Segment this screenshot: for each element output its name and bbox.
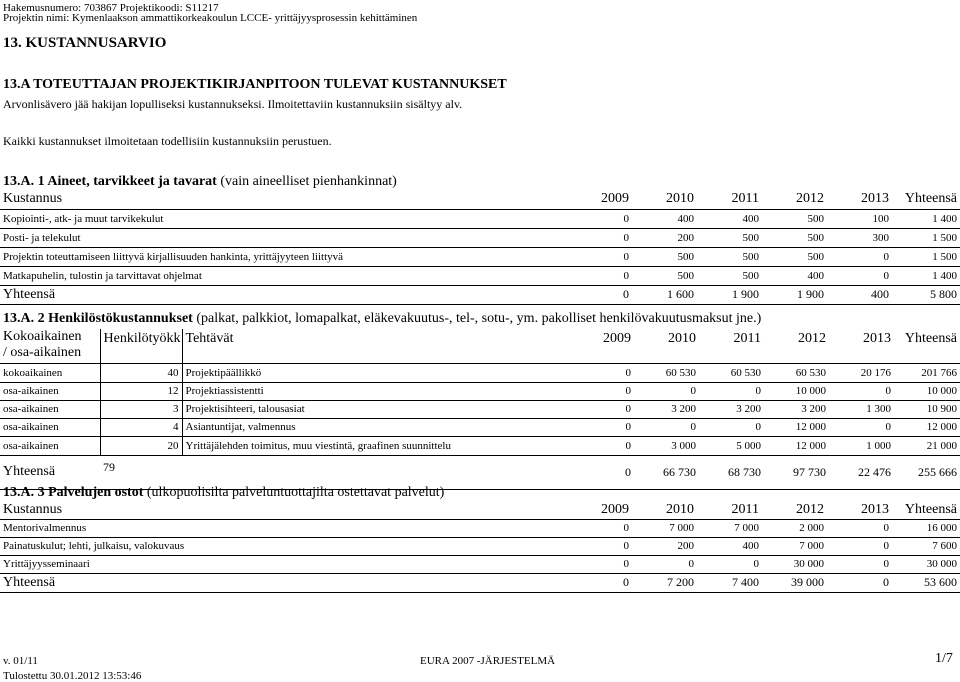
- section2-title: [3, 311, 761, 327]
- section-title: 13.A TOTEUTTAJAN PROJEKTIKIRJANPITOON TULEVAT KUSTANNUKSET: [3, 77, 507, 92]
- col-header: 2009: [567, 190, 632, 209]
- cell: 0: [699, 418, 764, 436]
- cell: 500: [697, 247, 762, 266]
- cell: 0: [829, 382, 894, 400]
- header-line-2: Projektin nimi: Kymenlaakson ammattikorkeakoulun LCCE- yrittäjyysprosessin kehittäminen: [3, 12, 418, 24]
- cell: Painatuskulut; lehti, julkaisu, valokuvaus: [0, 537, 567, 555]
- cell: 30 000: [762, 555, 827, 573]
- table-row: [0, 363, 960, 382]
- col-header: 2013: [827, 190, 892, 209]
- cell: 16 000: [892, 519, 960, 537]
- cell: 3 200: [634, 400, 699, 418]
- table-row: [0, 537, 960, 555]
- total-cell: 7 200: [632, 573, 697, 592]
- cell: 10 000: [894, 382, 960, 400]
- cell: 3 000: [634, 436, 699, 455]
- cell: 0: [827, 555, 892, 573]
- section2-title-bold: 13.A. 2 Henkilöstökustannukset: [3, 311, 193, 326]
- cell: 500: [632, 266, 697, 285]
- cell: osa-aikainen: [0, 382, 100, 400]
- cell: Yrittäjälehden toimitus, muu viestintä, graafinen suunnittelu: [182, 436, 569, 455]
- cell: 500: [697, 228, 762, 247]
- cell: 0: [699, 382, 764, 400]
- cell: Projektipäällikkö: [182, 363, 569, 382]
- cell: Kopiointi-, atk- ja muut tarvikekulut: [0, 209, 567, 228]
- cell: Mentorivalmennus: [0, 519, 567, 537]
- table-row: [0, 382, 960, 400]
- col-header: Henkilötyökk: [100, 329, 182, 363]
- col-header: 2010: [634, 329, 699, 363]
- table-header-row: [0, 190, 960, 209]
- cell: 12: [100, 382, 182, 400]
- cell: Asiantuntijat, valmennus: [182, 418, 569, 436]
- cell: 10 900: [894, 400, 960, 418]
- cell: 21 000: [894, 436, 960, 455]
- col-header: Kustannus: [0, 501, 567, 519]
- cell: 200: [632, 228, 697, 247]
- col-header: Tehtävät: [182, 329, 569, 363]
- total-label: Yhteensä: [0, 573, 567, 592]
- cell: 0: [634, 418, 699, 436]
- cell: 0: [634, 382, 699, 400]
- cell: 100: [827, 209, 892, 228]
- cell: 0: [569, 418, 634, 436]
- cell: 0: [829, 418, 894, 436]
- total-cell: [182, 455, 569, 489]
- col-header-line: / osa-aikainen: [3, 345, 82, 360]
- col-header: 2011: [697, 501, 762, 519]
- cell: Projektin toteuttamiseen liittyvä kirjallisuuden hankinta, yrittäjyyteen liittyvä: [0, 247, 567, 266]
- col-header: 2009: [569, 329, 634, 363]
- footer-system: EURA 2007 -JÄRJESTELMÄ: [420, 655, 556, 667]
- cell: 201 766: [894, 363, 960, 382]
- cell: 20 176: [829, 363, 894, 382]
- total-label: Yhteensä: [0, 285, 567, 304]
- col-header-line: Kokoaikainen: [3, 329, 82, 344]
- cell: 3 200: [699, 400, 764, 418]
- total-row: [0, 573, 960, 592]
- total-label: Yhteensä: [0, 455, 100, 489]
- table-row: [0, 228, 960, 247]
- total-cell: 53 600: [892, 573, 960, 592]
- cell: 7 600: [892, 537, 960, 555]
- total-cell: 0: [567, 285, 632, 304]
- vat-note: Arvonlisävero jää hakijan lopulliseksi kustannukseksi. Ilmoitettaviin kustannuksiin sisältyy alv.: [3, 97, 463, 111]
- cell: 3 200: [764, 400, 829, 418]
- cell: osa-aikainen: [0, 418, 100, 436]
- cell: 0: [827, 537, 892, 555]
- total-cell: 5 800: [892, 285, 960, 304]
- cell: Projektisihteeri, talousasiat: [182, 400, 569, 418]
- cell: Projektiassistentti: [182, 382, 569, 400]
- col-header: 2010: [632, 501, 697, 519]
- personnel-table: [0, 329, 960, 490]
- cell: 1 400: [892, 209, 960, 228]
- cell: 400: [697, 209, 762, 228]
- table-header-row: [0, 501, 960, 519]
- cell: 0: [567, 228, 632, 247]
- total-row: [0, 285, 960, 304]
- table-row: [0, 519, 960, 537]
- table-row: [0, 400, 960, 418]
- cell: 0: [827, 519, 892, 537]
- cell: 10 000: [764, 382, 829, 400]
- cell: 7 000: [697, 519, 762, 537]
- section3-title-rest: (ulkopuolisilta palveluntuottajilta ostettavat palvelut): [143, 485, 445, 500]
- cell: 1 500: [892, 228, 960, 247]
- cell: 20: [100, 436, 182, 455]
- cell: 0: [567, 555, 632, 573]
- col-header: Kustannus: [0, 190, 567, 209]
- total-cell: 79: [100, 455, 182, 489]
- col-header: 2013: [829, 329, 894, 363]
- table-row: [0, 418, 960, 436]
- col-header: Yhteensä: [892, 501, 960, 519]
- cell: 0: [632, 555, 697, 573]
- col-header: 2012: [762, 501, 827, 519]
- table-header-row: [0, 329, 960, 363]
- cell: 500: [697, 266, 762, 285]
- cell: 1 500: [892, 247, 960, 266]
- cell: 400: [762, 266, 827, 285]
- total-cell: 0: [567, 573, 632, 592]
- section3-title-bold: 13.A. 3 Palvelujen ostot: [3, 485, 144, 500]
- cell: Matkapuhelin, tulostin ja tarvittavat ohjelmat: [0, 266, 567, 285]
- col-header: 2011: [697, 190, 762, 209]
- cell: 5 000: [699, 436, 764, 455]
- col-header: 2009: [567, 501, 632, 519]
- cell: 60 530: [634, 363, 699, 382]
- cell: 500: [762, 247, 827, 266]
- col-header: 2010: [632, 190, 697, 209]
- cell: 0: [567, 537, 632, 555]
- cell: 0: [827, 266, 892, 285]
- table-row: [0, 436, 960, 455]
- total-row: [0, 455, 960, 489]
- total-cell: 1 600: [632, 285, 697, 304]
- cell: 0: [827, 247, 892, 266]
- section3-title: [3, 485, 444, 501]
- cell: 60 530: [764, 363, 829, 382]
- cell: 0: [569, 363, 634, 382]
- cell: 4: [100, 418, 182, 436]
- total-cell: 66 730: [634, 455, 699, 489]
- header-line-1: Hakemusnumero: 703867 Projektikoodi: S11217: [3, 2, 219, 14]
- cell: 30 000: [892, 555, 960, 573]
- cell: 300: [827, 228, 892, 247]
- col-header: 2013: [827, 501, 892, 519]
- cell: 12 000: [894, 418, 960, 436]
- cell: 0: [567, 209, 632, 228]
- cell: 7 000: [762, 537, 827, 555]
- footer-printed: Tulostettu 30.01.2012 13:53:46: [3, 670, 142, 682]
- col-header: Yhteensä: [892, 190, 960, 209]
- total-cell: 0: [827, 573, 892, 592]
- total-cell: 97 730: [764, 455, 829, 489]
- cell: 500: [762, 228, 827, 247]
- cell: 500: [762, 209, 827, 228]
- table-row: [0, 247, 960, 266]
- total-cell: 255 666: [894, 455, 960, 489]
- cell: 12 000: [764, 418, 829, 436]
- cell: 7 000: [632, 519, 697, 537]
- cell: 1 300: [829, 400, 894, 418]
- footer-version: v. 01/11: [3, 655, 38, 667]
- total-cell: 22 476: [829, 455, 894, 489]
- cell: 0: [569, 400, 634, 418]
- materials-table: [0, 190, 960, 305]
- cell: 60 530: [699, 363, 764, 382]
- total-cell: 39 000: [762, 573, 827, 592]
- section1-title-rest: (vain aineelliset pienhankinnat): [216, 174, 397, 189]
- cell: 1 000: [829, 436, 894, 455]
- cell: Yrittäjyysseminaari: [0, 555, 567, 573]
- cell: 40: [100, 363, 182, 382]
- total-cell: 7 400: [697, 573, 762, 592]
- cell: 400: [697, 537, 762, 555]
- col-header: Yhteensä: [894, 329, 960, 363]
- services-table: [0, 501, 960, 593]
- total-cell: 1 900: [697, 285, 762, 304]
- cell: Posti- ja telekulut: [0, 228, 567, 247]
- table-row: [0, 209, 960, 228]
- cell: kokoaikainen: [0, 363, 100, 382]
- total-cell: 400: [827, 285, 892, 304]
- cell: 3: [100, 400, 182, 418]
- section1-title: [3, 174, 397, 190]
- table-row: [0, 266, 960, 285]
- section1-title-bold: 13.A. 1 Aineet, tarvikkeet ja tavarat: [3, 174, 217, 189]
- col-header: 2012: [762, 190, 827, 209]
- cell: 0: [567, 519, 632, 537]
- total-cell: 1 900: [762, 285, 827, 304]
- col-header: 2011: [699, 329, 764, 363]
- cell: 1 400: [892, 266, 960, 285]
- page-title: 13. KUSTANNUSARVIO: [3, 35, 167, 51]
- cell: 0: [569, 436, 634, 455]
- cell: 500: [632, 247, 697, 266]
- cell: 0: [567, 266, 632, 285]
- table-row: [0, 555, 960, 573]
- cell: 0: [567, 247, 632, 266]
- cell: 2 000: [762, 519, 827, 537]
- cost-basis-note: Kaikki kustannukset ilmoitetaan todellisiin kustannuksiin perustuen.: [3, 134, 332, 148]
- cell: 0: [569, 382, 634, 400]
- cell: osa-aikainen: [0, 436, 100, 455]
- cell: 400: [632, 209, 697, 228]
- col-header: 2012: [764, 329, 829, 363]
- cell: 200: [632, 537, 697, 555]
- cell: 0: [697, 555, 762, 573]
- page-number: 1/7: [935, 651, 953, 666]
- total-cell: 0: [569, 455, 634, 489]
- cell: 12 000: [764, 436, 829, 455]
- cell: osa-aikainen: [0, 400, 100, 418]
- section2-title-rest: (palkat, palkkiot, lomapalkat, eläkevakuutus-, tel-, sotu-, ym. pakolliset henkilövakuutusmaksut jne.): [192, 311, 762, 326]
- col-header: [0, 329, 100, 363]
- total-cell: 68 730: [699, 455, 764, 489]
